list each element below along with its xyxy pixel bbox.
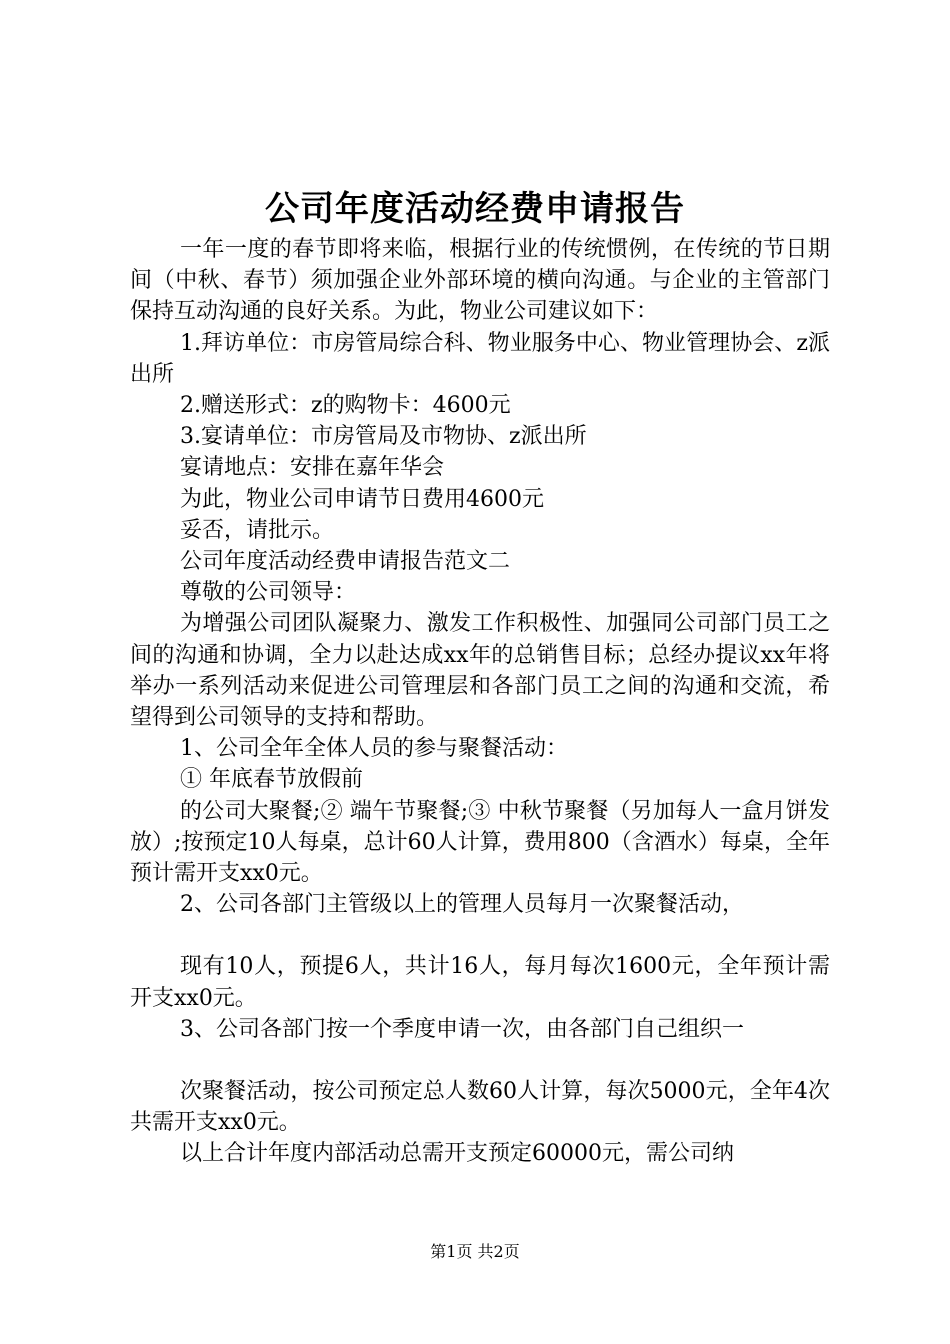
- paragraph-activity-2-detail: 现有10人，预提6人，共计16人，每月每次1600元，全年预计需开支xx0元。: [130, 954, 830, 1011]
- paragraph-activity-1-detail: 的公司大聚餐;② 端午节聚餐;③ 中秋节聚餐（另加每人一盒月饼发放）;按预定10人每桌，总计60人计算，费用800（含酒水）每桌，全年预计需开支xx0元。: [130, 798, 830, 887]
- document-body: [130, 234, 830, 1170]
- paragraph-purpose: 为增强公司团队凝聚力、激发工作积极性、加强同公司部门员工之间的沟通和协调，全力以赴达成xx年的总销售目标；总经办提议xx年将举办一系列活动来促进公司管理层和各部门员工之间的沟通和交流，希望得到公司领导的支持和帮助。: [130, 611, 830, 731]
- paragraph-approval: 妥否，请批示。: [180, 517, 335, 543]
- page-footer: 第1页 共2页: [430, 1242, 520, 1261]
- paragraph-banquet-location: 宴请地点：安排在嘉年华会: [180, 455, 445, 481]
- paragraph-total: 以上合计年度内部活动总需开支预定60000元，需公司纳: [180, 1141, 734, 1167]
- paragraph-item-visit: 1.拜访单位：市房管局综合科、物业服务中心、物业管理协会、z派出所: [130, 330, 830, 387]
- paragraph-sample-two-heading: 公司年度活动经费申请报告范文二: [180, 549, 511, 575]
- paragraph-intro: 一年一度的春节即将来临，根据行业的传统惯例，在传统的节日期间（中秋、春节）须加强企业外部环境的横向沟通。与企业的主管部门保持互动沟通的良好关系。为此，物业公司建议如下：: [130, 237, 830, 325]
- paragraph-activity-1: 1、公司全年全体人员的参与聚餐活动：: [180, 736, 568, 762]
- paragraph-activity-3-detail: 次聚餐活动，按公司预定总人数60人计算，每次5000元，全年4次共需开支xx0元。: [130, 1079, 830, 1136]
- paragraph-request-amount: 为此，物业公司申请节日费用4600元: [180, 486, 544, 512]
- paragraph-item-gift: 2.赠送形式：z的购物卡：4600元: [180, 393, 511, 419]
- paragraph-activity-1-item: ① 年底春节放假前: [180, 767, 363, 793]
- paragraph-salutation: 尊敬的公司领导：: [180, 580, 357, 606]
- document-title: 公司年度活动经费申请报告: [265, 189, 685, 229]
- paragraph-activity-3: 3、公司各部门按一个季度申请一次，由各部门自己组织一: [180, 1016, 744, 1042]
- paragraph-activity-2: 2、公司各部门主管级以上的管理人员每月一次聚餐活动，: [180, 892, 744, 918]
- blank-line: [130, 1045, 830, 1076]
- blank-line: [130, 920, 830, 951]
- paragraph-item-banquet: 3.宴请单位：市房管局及市物协、z派出所: [180, 424, 587, 450]
